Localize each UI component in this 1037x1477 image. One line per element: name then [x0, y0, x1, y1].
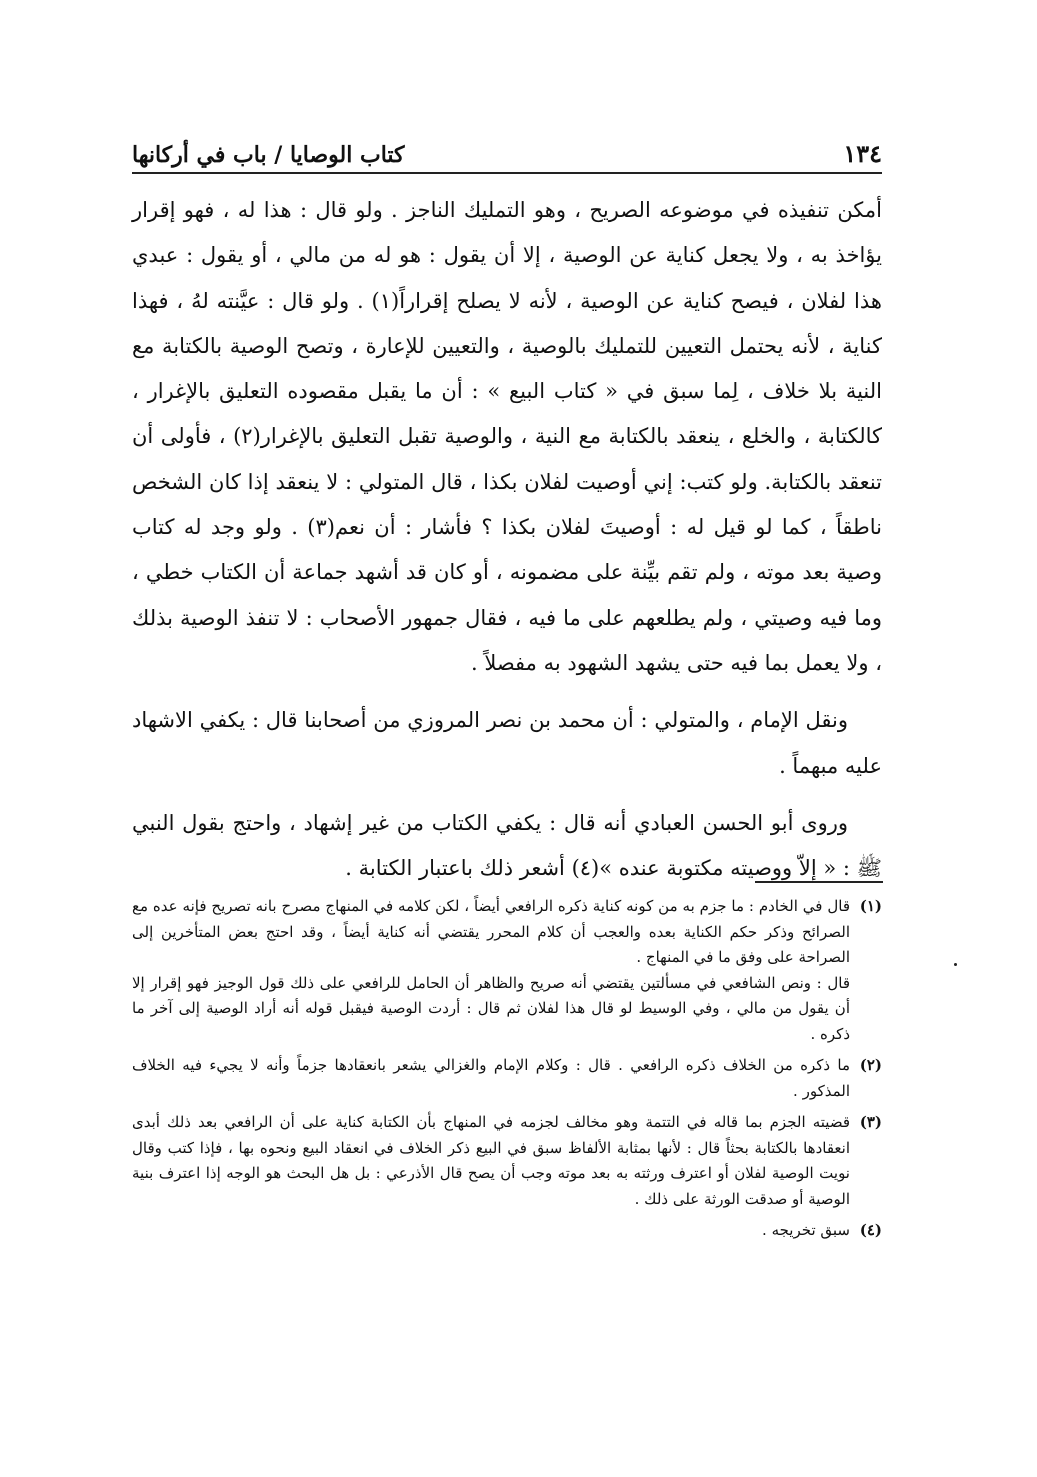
running-title: كتاب الوصايا / باب في أركانها [132, 142, 405, 168]
footnote-text: قضيته الجزم بما قاله في التتمة وهو مخالف لجزمه في المنهاج بأن الكتابة كناية على أن الرافعي بعد ذلك أبدى انعقادها بالكتابة بحثاً قال : لأنها بمثابة الألفاظ سبق في البيع ذكر الخلاف في انعقاد البيع ونحوه بها ، فإذا كتب وقال نويت الوصية لفلان أو اعترف ورثته به بعد موته وجب أن يصح قال الأذرعي : بل هل البحث هو الوجه إذا اعترف بنية الوصية أو صدقت الورثة على ذلك . [132, 1113, 850, 1208]
footnote-text: ما ذكره من الخلاف ذكره الرافعي . قال : وكلام الإمام والغزالي يشعر بانعقادها جزماً وأنه لا يجيء فيه الخلاف المذكور . [132, 1056, 850, 1100]
scan-speck [954, 963, 957, 966]
footnote [132, 894, 882, 1047]
paragraph: وروى أبو الحسن العبادي أنه قال : يكفي الكتاب من غير إشهاد ، واحتج بقول النبي ﷺ : « إلاّ ووصيته مكتوبة عنده »(٤) أشعر ذلك باعتبار الكتابة . [132, 810, 882, 881]
footnote-text: سبق تخريجه . [762, 1221, 850, 1239]
page-header [132, 128, 882, 174]
footnote-separator [755, 881, 883, 883]
footnote-number: (٢) [859, 1056, 882, 1074]
footnote-text: قال : ونص الشافعي في مسألتين يقتضي أنه صريح والظاهر أن الحامل للرافعي على ذلك قول الوجيز فهو إقرار إلا أن يقول من مالي ، وفي الوسيط لو قال هذا لفلان ثم قال : أردت الوصية فيقبل قوله أنه أراد الوصية إلى آخر ما ذكره . [132, 973, 850, 1043]
footnote-text: قال في الخادم : ما جزم به من كونه كناية ذكره الرافعي أيضاً ، لكن كلامه في المنهاج مصرح بانه تصريح فإنه عده مع الصرائح وذكر حكم الكناية بعده والعجب أن كلام المحرر يقتضي أنه كناية أيضاً ، وقد احتج بعض المتأخرين إلى الصراحة على وفق ما في المنهاج . [132, 897, 850, 966]
footnote-number: (٤) [859, 1221, 882, 1239]
footnote [132, 1053, 882, 1104]
paragraph: ونقل الإمام ، والمتولي : أن محمد بن نصر المروزي من أصحابنا قال : يكفي الاشهاد عليه مبهماً . [132, 708, 882, 778]
page-number: ١٣٤ [843, 139, 882, 168]
paragraph: أمكن تنفيذه في موضوعه الصريح ، وهو التمليك الناجز . ولو قال : هذا له ، فهو إقرار يؤاخذ به ، ولا يجعل كناية عن الوصية ، إلا أن يقول : هو له من مالي ، أو يقول : عبدي هذا لفلان ، فيصح كناية عن الوصية ، لأنه لا يصلح إقراراً(١) . ولو قال : عيَّنته لهُ ، فهذا كناية ، لأنه يحتمل التعيين للتمليك بالوصية ، والتعيين للإعارة ، وتصح الوصية بالكتابة مع النية بلا خلاف ، لِما سبق في « كتاب البيع » : أن ما يقبل مقصوده التعليق بالإغرار ، كالكتابة ، والخلع ، ينعقد بالكتابة مع النية ، والوصية تقبل التعليق بالإغرار(٢) ، فأولى أن تنعقد بالكتابة. ولو كتب: إني أوصيت لفلان بكذا ، قال المتولي : لا ينعقد إذا كان الشخص ناطقاً ، كما لو قيل له : أوصيتَ لفلان بكذا ؟ فأشار : أن نعم(٣) . ولو وجد له كتاب وصية بعد موته ، ولم تقم بيِّنة على مضمونه ، أو كان قد أشهد جماعة أن الكتاب خطي ، وما فيه وصيتي ، ولم يطلعهم على ما فيه ، فقال جمهور الأصحاب : لا تنفذ الوصية بذلك ، ولا يعمل بما فيه حتى يشهد الشهود به مفصلاً . [132, 198, 882, 675]
footnote-number: (٣) [859, 1113, 882, 1131]
footnote [132, 1218, 882, 1244]
main-text [132, 188, 882, 891]
footnote-number: (١) [859, 897, 882, 915]
footnote [132, 1110, 882, 1212]
footnotes [132, 894, 882, 1250]
